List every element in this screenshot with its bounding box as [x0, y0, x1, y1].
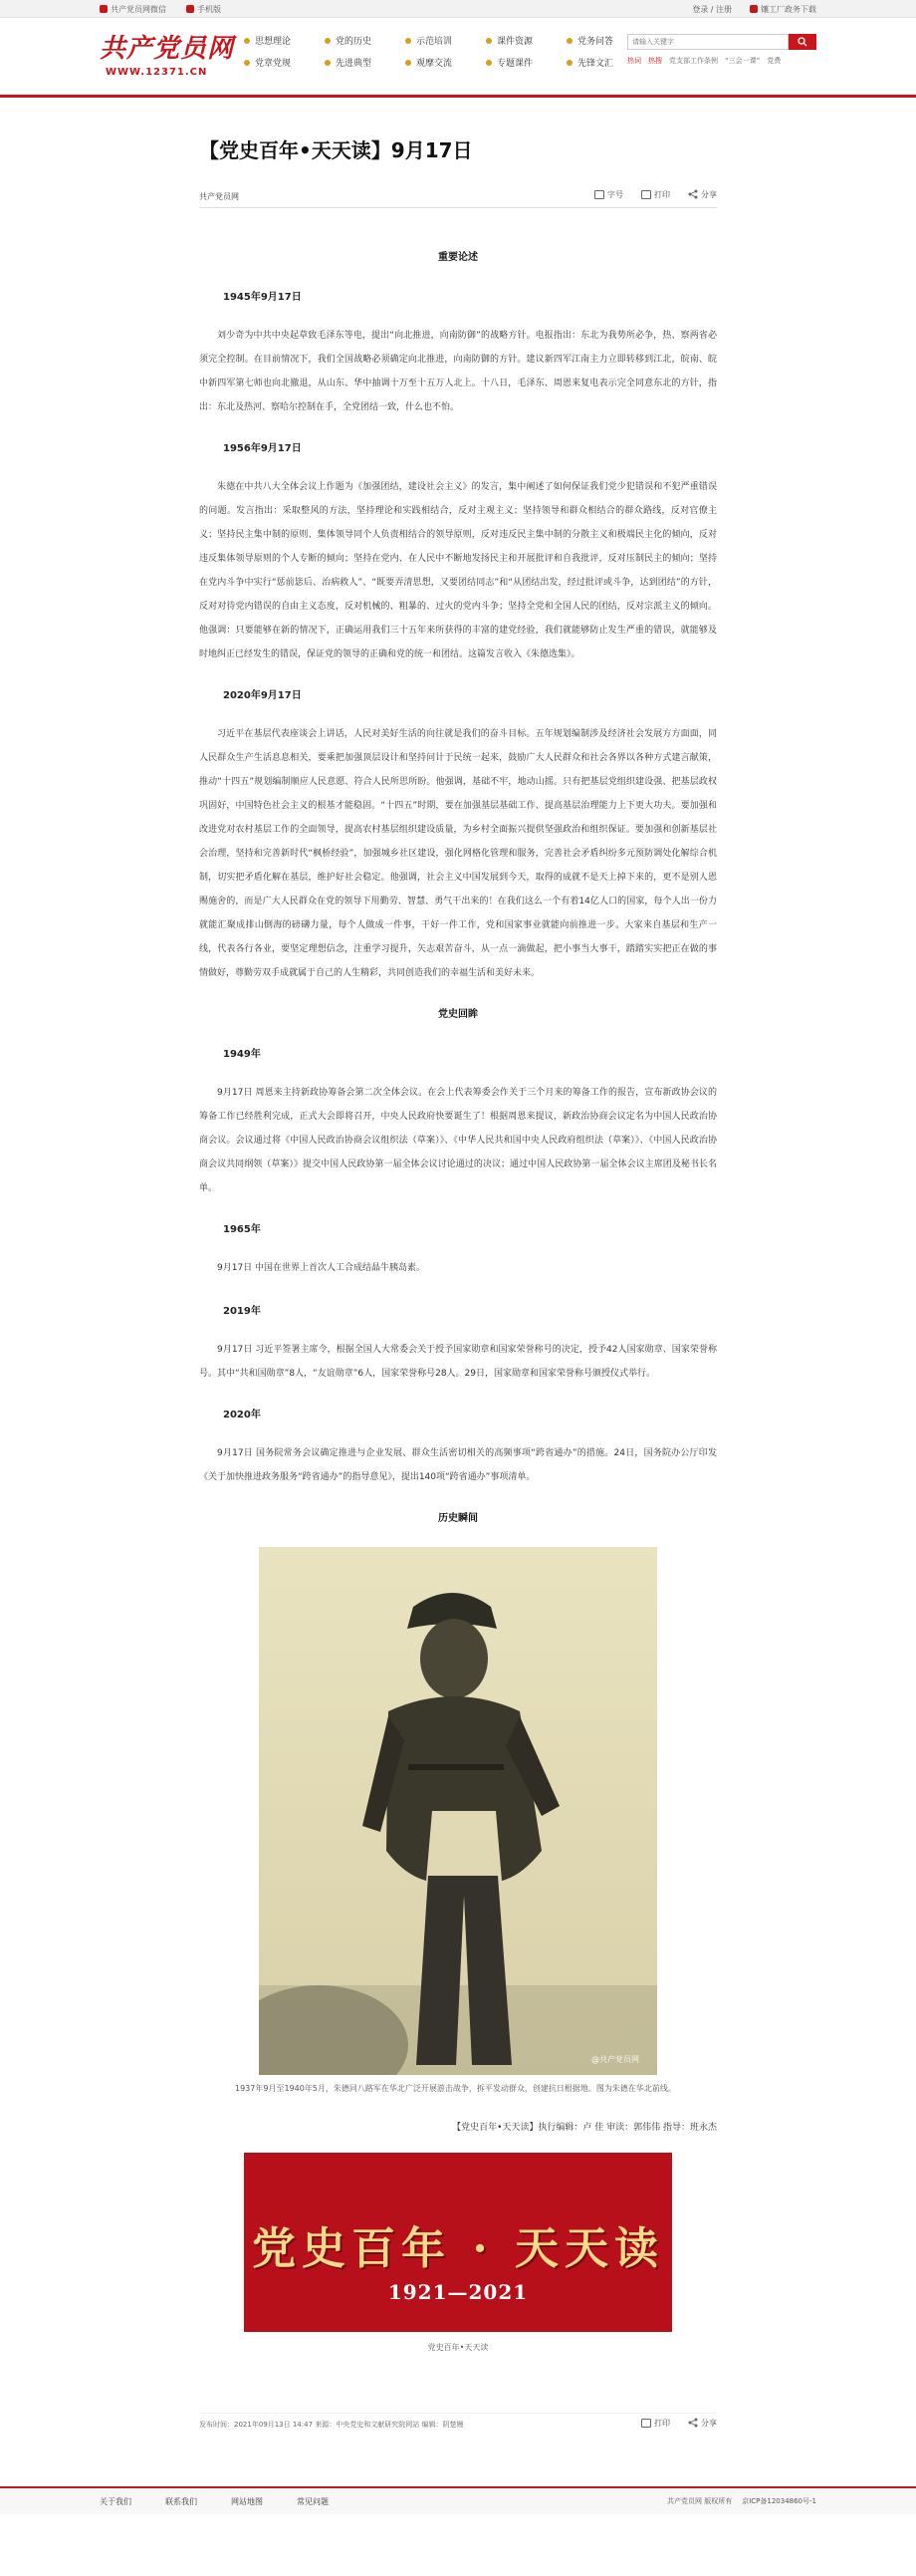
banner-years: 1921—2021: [387, 2280, 529, 2304]
paragraph: 朱德在中共八大全体会议上作题为《加强团结，建设社会主义》的发言，集中阐述了如何保证我们党少犯错误和不犯严重错误的问题。发言指出：采取整风的方法，坚持理论和实践相结合，反对主观主义；坚持领导和群众相结合的群众路线，反对官僚主义；坚持民主集中制的原则、集体领导同个人负责相结合的领导原则，反对违反民主集中制的分散主义和极端民主化的倾向，反对违反集体领导原则的个人专断的倾向；坚持在党内、在人民中不断地发扬民主和开展批评和自我批评，反对压制民主的倾向；坚持在党内斗争中实行“惩前毖后、治病救人”、“既要弄清思想，又要团结同志”和“从团结出发，经过批评或斗争，达到团结”的方针，反对对待党内错误的自由主义态度，反对机械的、粗暴的、过火的党内斗争；坚持全党和全国人民的团结，反对宗派主义的倾向。他强调：只要能够在新的情况下，正确运用我们三十五年来所获得的丰富的建党经验，我们就能够防止发生严重的错误，就能够及时地纠正已经发生的错误，保证党的领导的正确和党的统一和团结。这篇发言收入《朱德选集》。: [199, 482, 717, 659]
footer-link[interactable]: 常见问题: [297, 2497, 329, 2506]
search-input[interactable]: [627, 34, 789, 50]
nav-item[interactable]: 专题课件: [486, 56, 567, 69]
bullet-icon: [567, 38, 572, 44]
footer-link[interactable]: 关于我们: [100, 2497, 131, 2506]
printer-icon: [641, 190, 651, 199]
site-logo[interactable]: 共产党员网 WWW.12371.CN: [100, 34, 235, 78]
share-button-bottom[interactable]: 分享: [688, 2418, 717, 2429]
historic-photo: [259, 1547, 657, 2075]
nav-item[interactable]: 思想理论: [244, 34, 325, 47]
bullet-icon: [244, 38, 250, 44]
nav-item[interactable]: 课件资源: [486, 34, 567, 47]
article-body: [199, 246, 717, 1531]
hot-keyword[interactable]: 热搜: [648, 57, 662, 65]
print-button-bottom[interactable]: 打印: [641, 2418, 670, 2429]
site-header: [0, 18, 916, 98]
phone-icon: [186, 5, 194, 13]
print-button[interactable]: 打印: [641, 189, 670, 200]
editor-credit: 【党史百年•天天读】执行编辑：卢 佳 审读：郭伟伟 指导：班永杰: [452, 2123, 717, 2133]
font-size-icon: [594, 190, 604, 199]
bullet-icon: [244, 60, 250, 66]
date-heading: 1949年: [223, 1049, 261, 1060]
app-download-link[interactable]: 镶工厂政务下载: [750, 4, 816, 15]
section-heading: 历史瞬间: [438, 1513, 478, 1524]
search-icon: [798, 37, 807, 47]
login-link[interactable]: 登录 / 注册: [692, 5, 732, 14]
photo-caption: 1937年9月至1940年5月，朱德同八路军在华北广泛开展游击战争，拆平发动群众，创建抗日根据地。图为朱德在华北前线。: [235, 2084, 676, 2093]
icp-number[interactable]: 京ICP备12034860号-1: [742, 2497, 816, 2505]
date-heading: 1956年9月17日: [223, 443, 302, 454]
wechat-link[interactable]: 共产党员网微信: [100, 4, 166, 15]
paragraph: 9月17日 中国在世界上首次人工合成结晶牛胰岛素。: [217, 1263, 426, 1273]
printer-icon: [641, 2419, 651, 2428]
nav-item[interactable]: 党务问答: [567, 34, 647, 47]
date-heading: 2020年: [223, 1410, 261, 1420]
hot-keyword[interactable]: 党支部工作条例: [669, 57, 718, 65]
date-heading: 1945年9月17日: [223, 292, 302, 303]
nav-item[interactable]: 示范培训: [405, 34, 486, 47]
font-size-button[interactable]: 字号: [594, 189, 623, 200]
copyright: 共产党员网 版权所有: [666, 2497, 733, 2505]
hot-keyword[interactable]: 热词: [627, 57, 641, 65]
date-heading: 2020年9月17日: [223, 690, 302, 701]
series-banner: [244, 2153, 672, 2332]
search-button[interactable]: [789, 34, 816, 50]
paragraph: 9月17日 国务院常务会议确定推进与企业发展、群众生活密切相关的高频事项“跨省通办”的措施。24日，国务院办公厅印发《关于加快推进政务服务“跨省通办”的指导意见》，提出140项“跨省通办”事项清单。: [199, 1448, 717, 1482]
hot-keywords: [627, 56, 816, 66]
article-source: 共产党员网: [199, 192, 239, 201]
bullet-icon: [405, 38, 411, 44]
share-icon: [688, 189, 698, 199]
photo-watermark: @共产党员网: [591, 2055, 639, 2064]
app-icon: [750, 5, 758, 13]
section-heading: 重要论述: [438, 252, 478, 263]
nav-item[interactable]: 党章党规: [244, 56, 325, 69]
publish-info: [199, 2413, 717, 2429]
nav-item[interactable]: 先锋文汇: [567, 56, 647, 69]
page-title: 【党史百年•天天读】9月17日: [199, 138, 473, 162]
top-bar: [0, 0, 916, 18]
nav-item[interactable]: 党的历史: [325, 34, 405, 47]
share-button[interactable]: 分享: [688, 189, 717, 200]
footer-link[interactable]: 联系我们: [165, 2497, 197, 2506]
article: [199, 135, 717, 2429]
date-heading: 2019年: [223, 1306, 261, 1317]
section-heading: 党史回眸: [438, 1009, 478, 1020]
bullet-icon: [325, 60, 331, 66]
soldier-photo-icon: [259, 1547, 657, 2075]
banner-caption: 党史百年•天天读: [427, 2343, 489, 2352]
publish-meta: 发布时间：2021年09月13日 14:47 来源：中央党史和文献研究院网站 编辑：阴楚嫚: [199, 2421, 464, 2429]
hot-keyword[interactable]: 党费: [767, 57, 782, 65]
paragraph: 刘少奇为中共中央起草致毛泽东等电，提出“向北推进，向南防御”的战略方针。电报指出：东北为我势所必争，热、察两省必须完全控制。在目前情况下，我们全国战略必须确定向北推进，向南防御的方针。建议新四军江南主力立即转移到江北，皖南、皖中新四军第七师也向北撤退，从山东、华中抽调十万至十五万人北上。十八日，毛泽东、周恩来复电表示完全同意东北的方针，指出：东北及热河、察哈尔控制在手，全党团结一致，什么也不怕。: [199, 331, 717, 412]
footer-link[interactable]: 网站地图: [231, 2497, 263, 2506]
paragraph: 习近平在基层代表座谈会上讲话，人民对美好生活的向往就是我们的奋斗目标。五年规划编制涉及经济社会发展方方面面，同人民群众生产生活息息相关，要乘把加强顶层设计和坚持问计于民统一起来，鼓励广大人民群众和社会各界以各种方式建言献策，推动“十四五”规划编制顺应人民意愿、符合人民所思所盼。他强调，基础不牢，地动山摇。只有把基层党组织建设强、把基层政权巩固好，中国特色社会主义的根基才能稳固。“十四五”时期，要在加强基层基础工作、提高基层治理能力上下更大功夫。要加强和改进党对农村基层工作的全面领导，提高农村基层组织建设质量，为乡村全面振兴提供坚强政治和组织保证。要加强和创新基层社会治理，坚持和完善新时代“枫桥经验”，加强城乡社区建设，强化网格化管理和服务，完善社会矛盾纠纷多元预防调处化解综合机制，切实把矛盾化解在基层，维护好社会稳定。他强调，社会主义中国发展到今天，取得的成就不是天上掉下来的，更不是别人恩赐施舍的，而是广大人民群众在党的领导下用勤劳、智慧、勇气干出来的！在我们这么一个有着14亿人口的国家，每个人出一份力就能汇聚成排山倒海的磅礴力量，每个人做成一件事，干好一件工作，党和国家事业就能向前推进一步。大家来自基层和生产一线，代表各行各业，要坚定理想信念，注重学习提升，矢志艰苦奋斗，从一点一滴做起，把小事当大事干，踏踏实实把正在做的事情做好，尊勤劳双手成就属于自己的人生精彩，共同创造我们的幸福生活和美好未来。: [199, 729, 717, 978]
mobile-link[interactable]: 手机版: [186, 4, 221, 15]
nav-item[interactable]: 观摩交流: [405, 56, 486, 69]
site-footer: [0, 2486, 916, 2514]
bullet-icon: [405, 60, 411, 66]
wechat-icon: [100, 5, 108, 13]
bullet-icon: [486, 38, 492, 44]
bullet-icon: [325, 38, 331, 44]
article-meta: [199, 187, 717, 208]
share-icon: [688, 2418, 698, 2428]
nav-item[interactable]: 先进典型: [325, 56, 405, 69]
bullet-icon: [486, 60, 492, 66]
date-heading: 1965年: [223, 1224, 261, 1235]
hot-keyword[interactable]: “三会一课”: [725, 57, 761, 65]
banner-title: 党史百年 · 天天读: [252, 2223, 664, 2274]
bullet-icon: [567, 60, 572, 66]
paragraph: 9月17日 周恩来主持新政协筹备会第二次全体会议。在会上代表筹委会作关于三个月来的筹备工作的报告，宣布新政协会议的筹备工作已经胜利完成，正式大会即将召开，中央人民政府快要诞生了！根据周恩来提议，新政治协商会议定名为中国人民政治协商会议。会议通过将《中国人民政治协商会议组织法（草案）》、《中华人民共和国中央人民政府组织法（草案）》、《中国人民政治协商会议共同纲领（草案）》提交中国人民政协第一届全体会议讨论通过的决议；通过中国人民政协第一届全体会议主席团及秘书长名单。: [199, 1088, 717, 1193]
main-nav: [244, 34, 647, 69]
paragraph: 9月17日 习近平签署主席令，根据全国人大常委会关于授予国家勋章和国家荣誉称号的决定，授予42人国家勋章、国家荣誉称号。其中“共和国勋章”8人，“友谊勋章”6人，国家荣誉称号28人。29日，国家勋章和国家荣誉称号颁授仪式举行。: [199, 1345, 717, 1379]
search-area: [627, 34, 816, 66]
